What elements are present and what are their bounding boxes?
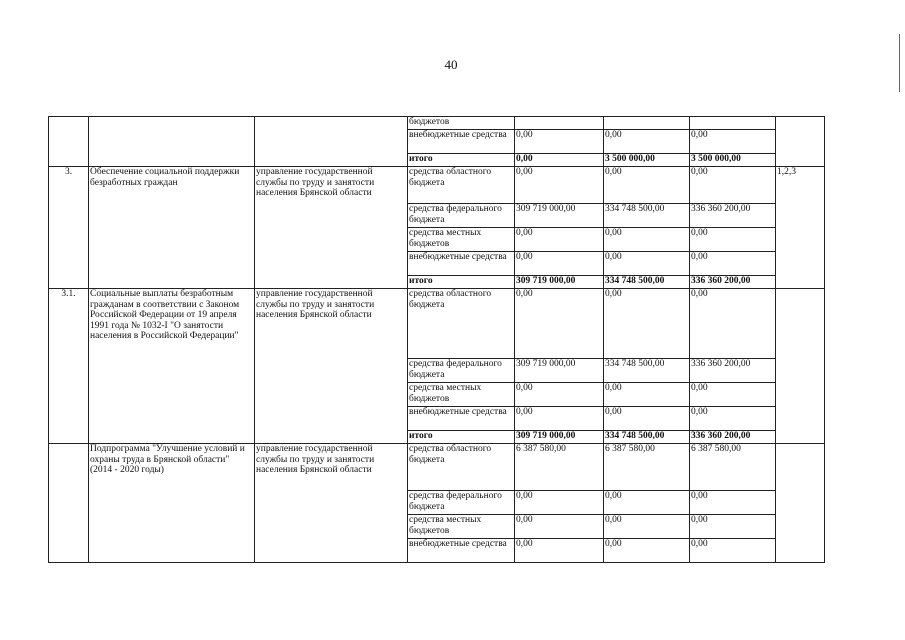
cell-name [89,117,255,167]
cell-value-2: 0,00 [604,539,690,563]
cell-value-3: 0,00 [690,515,776,539]
cell-source: средства областного бюджета [408,167,515,204]
cell-value-2: 0,00 [604,383,690,407]
table-row [49,444,825,491]
cell-indicator [776,289,825,444]
cell-source: средства местных бюджетов [408,383,515,407]
cell-executor: управление государственной службы по труду и занятости населения Брянской области [255,167,408,289]
cell-value-3: 0,00 [690,491,776,515]
cell-source: итого [408,431,515,444]
cell-value-3: 0,00 [690,167,776,204]
cell-value-2: 0,00 [604,407,690,431]
cell-executor: управление государственной службы по труду и занятости населения Брянской области [255,444,408,563]
cell-value-3: 0,00 [690,252,776,276]
budget-table [48,116,825,563]
cell-name: Социальные выплаты безработным гражданам в соответствии с Законом Российской Федерации от 19 апреля 1991 года № 1032-I "О занятости населения в Российской Федерации" [89,289,255,444]
cell-value-1: 0,00 [515,130,604,154]
cell-value-3: 0,00 [690,228,776,252]
cell-source: средства федерального бюджета [408,491,515,515]
cell-value-2: 3 500 000,00 [604,154,690,167]
cell-value-1 [515,117,604,130]
cell-value-3: 0,00 [690,289,776,359]
cell-source: итого [408,276,515,289]
cell-value-2: 0,00 [604,515,690,539]
cell-value-2: 334 748 500,00 [604,431,690,444]
cell-value-3: 336 360 200,00 [690,431,776,444]
table-row [49,167,825,204]
cell-value-1: 0,00 [515,154,604,167]
cell-value-1: 309 719 000,00 [515,204,604,228]
cell-num [49,117,89,167]
cell-source: средства областного бюджета [408,289,515,359]
cell-value-3: 0,00 [690,407,776,431]
cell-value-2: 0,00 [604,167,690,204]
cell-value-3: 336 360 200,00 [690,276,776,289]
cell-value-2: 0,00 [604,491,690,515]
cell-value-2 [604,117,690,130]
cell-indicator [776,444,825,563]
cell-value-1: 0,00 [515,539,604,563]
cell-value-1: 0,00 [515,515,604,539]
cell-source: средства федерального бюджета [408,359,515,383]
cell-value-2: 0,00 [604,228,690,252]
cell-source: средства федерального бюджета [408,204,515,228]
cell-value-1: 6 387 580,00 [515,444,604,491]
cell-value-3: 6 387 580,00 [690,444,776,491]
cell-value-1: 0,00 [515,228,604,252]
cell-source: бюджетов [408,117,515,130]
cell-value-2: 334 748 500,00 [604,359,690,383]
cell-num [49,444,89,563]
cell-executor: управление государственной службы по труду и занятости населения Брянской области [255,289,408,444]
cell-source: средства местных бюджетов [408,515,515,539]
cell-value-1: 0,00 [515,491,604,515]
cell-source: внебюджетные средства [408,252,515,276]
cell-value-3: 3 500 000,00 [690,154,776,167]
cell-source: средства областного бюджета [408,444,515,491]
cell-value-1: 0,00 [515,407,604,431]
cell-value-1: 0,00 [515,252,604,276]
page-number: 40 [444,57,458,72]
cell-source: внебюджетные средства [408,539,515,563]
cell-value-3: 0,00 [690,539,776,563]
cell-value-2: 6 387 580,00 [604,444,690,491]
budget-table-wrapper [48,116,825,563]
cell-value-2: 334 748 500,00 [604,204,690,228]
cell-value-1: 0,00 [515,167,604,204]
cell-executor [255,117,408,167]
cell-source: средства местных бюджетов [408,228,515,252]
cell-indicator: 1,2,3 [776,167,825,289]
table-row [49,289,825,359]
cell-name: Подпрограмма "Улучшение условий и охраны труда в Брянской области" (2014 - 2020 годы) [89,444,255,563]
cell-value-3: 0,00 [690,383,776,407]
cell-num: 3.1. [49,289,89,444]
cell-value-1: 0,00 [515,289,604,359]
cell-value-3: 336 360 200,00 [690,204,776,228]
cell-value-2: 0,00 [604,130,690,154]
cell-value-1: 0,00 [515,383,604,407]
table-row [49,117,825,130]
cell-value-3: 336 360 200,00 [690,359,776,383]
cell-name: Обеспечение социальной поддержки безработных граждан [89,167,255,289]
cell-value-1: 309 719 000,00 [515,276,604,289]
cell-value-2: 334 748 500,00 [604,276,690,289]
margin-rule [899,34,900,92]
cell-value-2: 0,00 [604,252,690,276]
cell-indicator [776,117,825,167]
cell-value-1: 309 719 000,00 [515,431,604,444]
cell-source: итого [408,154,515,167]
cell-value-2: 0,00 [604,289,690,359]
cell-value-1: 309 719 000,00 [515,359,604,383]
cell-num: 3. [49,167,89,289]
cell-value-3 [690,117,776,130]
cell-source: внебюджетные средства [408,130,515,154]
cell-source: внебюджетные средства [408,407,515,431]
cell-value-3: 0,00 [690,130,776,154]
